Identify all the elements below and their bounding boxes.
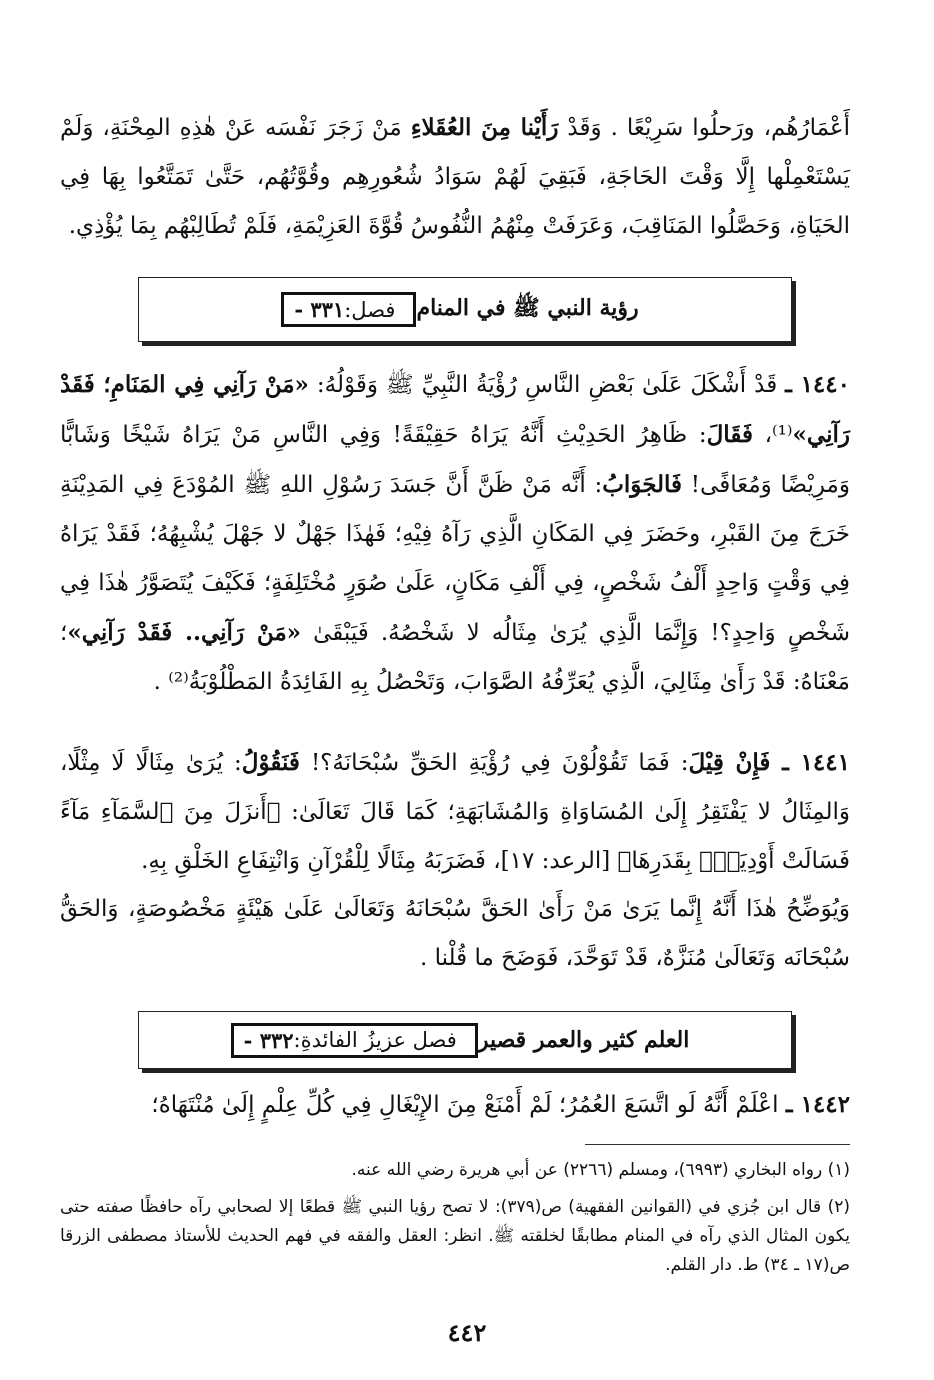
footnote-text: رواه البخاري (٦٩٩٣)، ومسلم (٢٢٦٦) عن أبي هريرة رضي الله عنه. bbox=[351, 1160, 823, 1180]
section-title: رؤية النبي ﷺ في المنام bbox=[416, 294, 639, 321]
paragraph-1440 bbox=[60, 360, 850, 707]
paragraph-1442 bbox=[60, 1080, 850, 1130]
footnote-separator bbox=[585, 1144, 850, 1145]
bold-word: فَإِنْ قِيْلَ bbox=[688, 749, 783, 776]
hadith-quote: «مَنْ رَآنِي.. فَقَدْ رَآنِي» bbox=[67, 619, 302, 646]
text: ⁽¹⁾، bbox=[752, 422, 793, 448]
text: اعْلَمْ أَنَّهُ لَو اتَّسَعَ العُمُرُ؛ لَمْ أَمْنَعْ مِنَ الإِيْغَالِ فِي كُلِّ عِلْمٍ إِلَىٰ مُنْتَهَاهُ؛ bbox=[151, 1092, 786, 1118]
section-number: ٣٣١ - bbox=[294, 297, 345, 322]
hadith-quote: «مَنْ رَآنِي فِي المَنَامِ؛ فَقَدْ رَآنِي» bbox=[60, 371, 850, 448]
text: : فَمَا تَقُوْلُوْنَ فِي رُؤْيَةِ الحَقِّ سُبْحَانَهُ؟! bbox=[299, 750, 689, 776]
bold-word: فَنَقُوْلُ bbox=[241, 749, 300, 776]
bold-word: فَالجَوَابُ bbox=[602, 471, 683, 498]
paragraph-number: ١٤٤٠ ـ bbox=[785, 371, 850, 398]
footnote-text: قال ابن جُزي في (القوانين الفقهية) ص(٣٧٩): لا تصح رؤيا النبي ﷺ قطعًا إلا لصحابي رآه حافظًا صفته حتى يكون المثال الذي رآه في المنام مطابقًا لخلقته ﷺ. انظر: العقل والفقه في فهم الحديث للأستاذ مصطفى الزرقا ص(١٧ ـ ٣٤) ط. دار القلم. bbox=[60, 1197, 850, 1275]
footnote-1 bbox=[60, 1156, 850, 1185]
paragraph-number: ١٤٤٢ ـ bbox=[785, 1091, 850, 1118]
section-number-label bbox=[231, 1023, 478, 1058]
footnote-mark: (١) bbox=[827, 1160, 850, 1180]
section-header-331 bbox=[138, 277, 792, 342]
paragraph-1441 bbox=[60, 738, 850, 886]
text: قَدْ أَشْكَلَ عَلَىٰ بَعْضِ النَّاسِ رُؤْيَةُ النَّبِيِّ ﷺ وَقَوْلُهُ: bbox=[308, 372, 786, 398]
text: : يُرَىٰ مِثَالًا لَا مِثْلًا، وَالمِثَالُ لا يَفْتَقِرُ إِلَىٰ المُسَاوَاةِ وَالمُشَابَهَةِ؛ كَمَا قَالَ تَعَالَىٰ: ﴿أَنزَلَ مِنَ ٱلسَّمَآءِ مَآءً فَسَالَتْ أَوْدِيَةُۢ بِقَدَرِهَا﴾ [الرعد: ١٧]، فَضَرَبَهُ مِثَالًا لِلْقُرْآنِ وَانْتِفَاعِ الخَلْقِ بِهِ. bbox=[60, 750, 850, 874]
paragraph-1441-continued: وَيُوَضِّحُ هٰذَا أَنَّهُ إِنَّما يَرَىٰ مَنْ رَأَىٰ الحَقَّ سُبْحَانَهُ وَتَعَالَىٰ عَلَىٰ هَيْئَةٍ مَخْصُوصَةٍ، وَالحَقُّ سُبْحَانَه وَتَعَالَىٰ مُنَزَّهٌ، قَدْ تَوَحَّدَ، فَوَضَحَ ما قُلْنا . bbox=[60, 896, 850, 971]
bold-word: فَقَالَ bbox=[706, 421, 753, 448]
intro-paragraph bbox=[60, 103, 850, 251]
footnote-2 bbox=[60, 1193, 850, 1280]
text: : ظَاهِرُ الحَدِيْثِ أَنَّهُ يَرَاهُ حَقِيْقَةً! وَفِي النَّاسِ مَنْ يَرَاهُ شَيْخًا وَشَابًّا وَمَرِيْضًا وَمُعَافًى! bbox=[60, 422, 850, 498]
section-title: العلم كثير والعمر قصير bbox=[477, 1027, 690, 1053]
text: : أَنَّه مَنْ ظَنَّ أَنَّ جَسَدَ رَسُوْلِ اللهِ ﷺ المُوْدَعَ فِي المَدِيْنَةِ خَرَجَ مِنَ القَبْرِ، وحَضَرَ فِي المَكَانِ الَّذِي رَآهُ فِيْهِ؛ فَهٰذَا جَهْلٌ لا جَهْلَ يُشْبِهُهُ؛ فَقَدْ يَرَاهُ فِي وَقْتٍ وَاحِدٍ أَلْفُ شَخْصٍ، فِي أَلْفِ مَكَانٍ، عَلَىٰ صُوَرٍ مُخْتَلِفَةٍ؛ فَكَيْفَ يُتَصَوَّرُ هٰذَا فِي شَخْصٍ وَاحِدٍ؟! وَإِنَّمَا الَّذِي يُرَىٰ مِثَالُه لا شَخْصُهُ. فَيَبْقَىٰ bbox=[60, 472, 850, 646]
intro-text-2: مَنْ زَجَرَ نَفْسَه عَنْ هٰذِهِ المِحْنَةِ، وَلَمْ يَسْتَعْمِلْها إِلَّا وَقْتَ الحَاجَةِ، فَبَقِيَ لَهُمْ سَوَادُ شُعُورِهِم وقُوَّتُهُم، حَتَّىٰ تَمَتَّعُوا بِهَا فِي الحَيَاةِ، وَحَصَّلُوا المَنَاقِبَ، وَعَرَفَتْ مِنْهُمُ النُّفُوسُ قُوَّةَ العَزِيْمَةِ، فَلَمْ تُطَالِبْهُم بِمَا يُؤْذِي. bbox=[60, 115, 850, 239]
section-number-label bbox=[281, 292, 416, 327]
footnote-mark: (٢) bbox=[827, 1197, 850, 1217]
section-header-332 bbox=[138, 1011, 792, 1069]
page-number: ٤٤٢ bbox=[447, 1318, 487, 1347]
section-label: فصل عزيزُ الفائدةِ: bbox=[293, 1028, 457, 1052]
section-label: فصل: bbox=[344, 297, 396, 322]
paragraph-number: ١٤٤١ ـ bbox=[782, 749, 850, 776]
intro-bold-1: رَأَيْنا مِنَ العُقَلاءِ bbox=[410, 114, 559, 141]
text: ؛ مَعْنَاهُ: قَدْ رَأَىٰ مِثَالِيَ، الَّذِي يُعَرِّفُهُ الصَّوَابَ، وَتَحْصُلُ بِهِ الفَائِدَةُ المَطْلُوْبَةُ⁽²⁾ . bbox=[60, 620, 850, 695]
section-number: ٣٣٢ - bbox=[243, 1027, 294, 1053]
intro-text-1: أَعْمَارُهُم، ورَحلُوا سَرِيْعًا . وَقَدْ bbox=[558, 115, 850, 141]
